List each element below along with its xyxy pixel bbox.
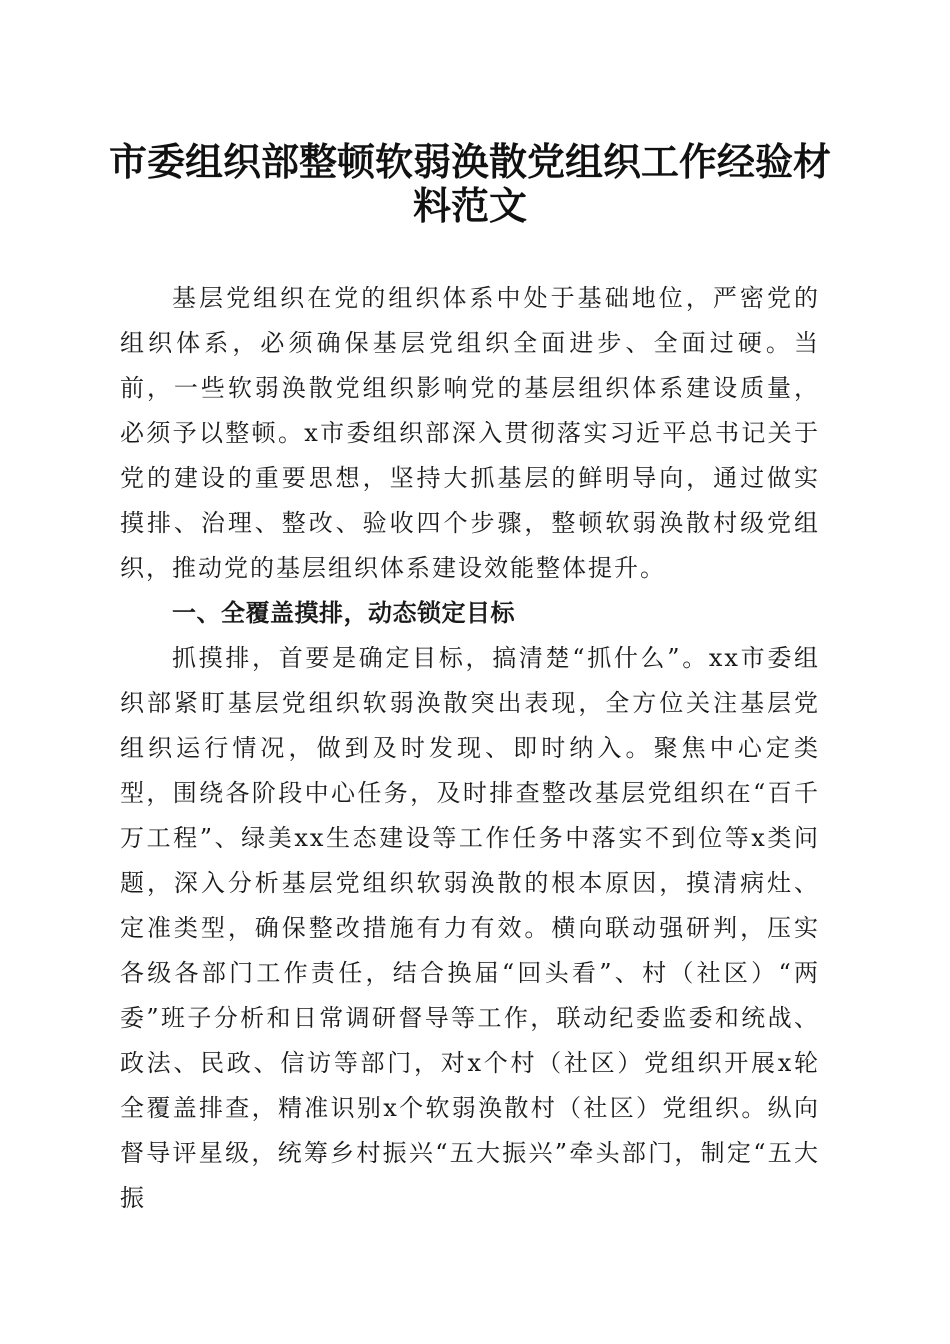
document-title: 市委组织部整顿软弱涣散党组织工作经验材料范文 (108, 139, 831, 228)
section-heading: 一、全覆盖摸排，动态锁定目标 (172, 599, 515, 627)
section-paragraph: 抓摸排，首要是确定目标，搞清楚“抓什么”。xx市委组织部紧盯基层党组织软弱涣散突出表现，全方位关注基层党组织运行情况，做到及时发现、即时纳入。聚焦中心定类型，围绕各阶段中心任务，及时排查整改基层党组织在“百千万工程”、绿美xx生态建设等工作任务中落实不到位等x类问题，深入分析基层党组织软弱涣散的根本原因，摸清病灶、定准类型，确保整改措施有力有效。横向联动强研判，压实各级各部门工作责任，结合换届“回头看”、村（社区）“两委”班子分析和日常调研督导等工作，联动纪委监委和统战、政法、民政、信访等部门，对x个村（社区）党组织开展x轮全覆盖排查，精准识别x个软弱涣散村（社区）党组织。纵向督导评星级，统筹乡村振兴“五大振兴”牵头部门，制定“五大振 (120, 644, 820, 1212)
intro-paragraph: 基层党组织在党的组织体系中处于基础地位，严密党的组织体系，必须确保基层党组织全面进步、全面过硬。当前，一些软弱涣散党组织影响党的基层组织体系建设质量，必须予以整顿。x市委组织部深入贯彻落实习近平总书记关于党的建设的重要思想，坚持大抓基层的鲜明导向，通过做实摸排、治理、整改、验收四个步骤，整顿软弱涣散村级党组织，推动党的基层组织体系建设效能整体提升。 (120, 284, 820, 582)
document-body (120, 276, 820, 1221)
